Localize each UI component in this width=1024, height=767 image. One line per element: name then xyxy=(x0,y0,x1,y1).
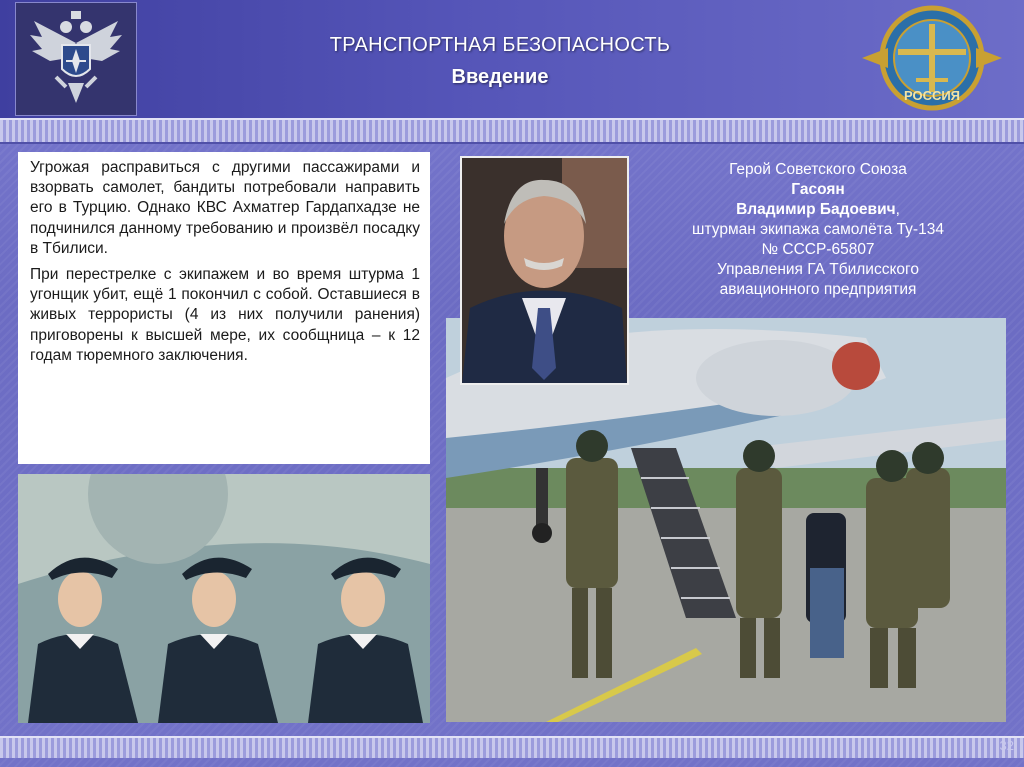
paragraph-2: При перестрелке с экипажем и во время штурма 1 угонщик убит, ещё 1 покончил с собой. Оставшиеся в живых террористы (4 из них получили ранения) приговорены к высшей мере, их сообщница – к 12 годам тюремного заключения. xyxy=(30,266,420,364)
caption-line-title: Герой Советского Союза xyxy=(729,161,907,178)
caption-line-org-1: Управления ГА Тбилисского xyxy=(717,261,919,278)
slide-title: ТРАНСПОРТНАЯ БЕЗОПАСНОСТЬ xyxy=(329,34,671,56)
crew-photo xyxy=(18,474,430,723)
text-panel xyxy=(18,152,430,464)
slide-subtitle: Введение xyxy=(451,66,549,88)
portrait-caption xyxy=(648,160,988,300)
navigator-portrait-photo xyxy=(460,156,629,385)
caption-name-comma: , xyxy=(895,201,900,218)
caption-line-surname: Гасоян xyxy=(791,181,845,198)
caption-line-registration: № СССР-65807 xyxy=(761,241,875,258)
paragraph-1: Угрожая расправиться с другими пассажирами и взорвать самолет, бандиты потребовали направить его в Турцию. Однако КВС Ахматгер Гардапхадзе не подчинился данному требованию и произвёл посадку в Тбилиси. xyxy=(30,159,420,257)
caption-line-role: штурман экипажа самолёта Ту-134 xyxy=(692,221,944,238)
eagle-emblem-icon xyxy=(15,2,137,116)
logo-text: РОССИЯ xyxy=(903,88,961,103)
caption-line-name: Владимир Бадоевич xyxy=(736,201,896,218)
page-number: 32 xyxy=(999,738,1014,753)
aeroflot-russia-logo-icon xyxy=(858,4,1006,116)
caption-line-org-2: авиационного предприятия xyxy=(719,281,917,298)
header-divider xyxy=(0,118,1024,144)
footer-divider xyxy=(0,736,1024,758)
